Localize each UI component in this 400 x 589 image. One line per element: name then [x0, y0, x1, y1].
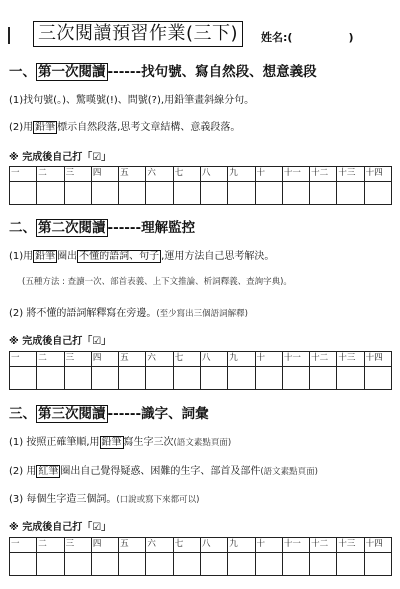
section2-step1-b: 圈出 [57, 251, 78, 262]
column-label: 一 [10, 352, 37, 367]
section3-step2-b: 圈出自己覺得疑惑、困難的生字、部首及部件 [60, 466, 261, 477]
column-label: 六 [146, 352, 173, 367]
column-label: 十一 [282, 167, 309, 182]
column-label: 三 [64, 352, 91, 367]
check-cell[interactable] [119, 553, 146, 576]
check-cell[interactable] [255, 182, 282, 205]
table-row [10, 538, 392, 553]
name-label: 姓名: [261, 31, 288, 44]
check-cell[interactable] [37, 182, 64, 205]
table-row [10, 352, 392, 367]
section2-rest: ------理解監控 [107, 220, 196, 236]
checklist-table-3 [9, 537, 392, 576]
column-label: 十三 [337, 352, 364, 367]
column-label: 十二 [310, 352, 337, 367]
section3-step2 [9, 462, 318, 477]
column-label: 八 [200, 167, 227, 182]
section3-step1-box: 鉛筆 [101, 437, 122, 448]
section2-step1-c: ,運用方法自己思考解決。 [161, 251, 275, 262]
check-cell[interactable] [64, 182, 91, 205]
column-label: 四 [91, 167, 118, 182]
column-label: 五 [119, 538, 146, 553]
column-label: 十 [255, 352, 282, 367]
column-label: 十 [255, 538, 282, 553]
section2-step2-note: (至少寫出三個語詞解釋) [156, 309, 248, 319]
check-cell[interactable] [337, 553, 364, 576]
check-cell[interactable] [173, 367, 200, 390]
check-cell[interactable] [364, 553, 391, 576]
section3-step1-b: 寫生字三次 [123, 437, 174, 448]
section2-heading [9, 216, 195, 236]
section3-step3-text: (3) 每個生字造三個詞。 [9, 494, 117, 505]
check-cell[interactable] [282, 553, 309, 576]
table-row [10, 182, 392, 205]
section1-step2 [9, 118, 240, 133]
check-cell[interactable] [200, 367, 227, 390]
check-label-1: ※ 完成後自己打「☑」 [9, 152, 112, 163]
check-cell[interactable] [91, 553, 118, 576]
check-cell[interactable] [146, 553, 173, 576]
column-label: 四 [91, 352, 118, 367]
checklist-table-2 [9, 351, 392, 390]
section3-step2-note: (語文素點頁面) [260, 467, 318, 477]
check-cell[interactable] [146, 367, 173, 390]
section2-methods: (五種方法 : 查讀一次、部首表義、上下文推論、析詞釋義、查詢字典)。 [22, 277, 292, 287]
column-label: 三 [64, 538, 91, 553]
column-label: 五 [119, 167, 146, 182]
column-label: 七 [173, 352, 200, 367]
column-label: 八 [200, 352, 227, 367]
column-label: 七 [173, 538, 200, 553]
section2-step1-box1: 鉛筆 [35, 251, 56, 262]
name-open-paren: ( [287, 31, 293, 44]
section2-step2 [9, 304, 248, 319]
check-cell[interactable] [91, 367, 118, 390]
check-cell[interactable] [64, 367, 91, 390]
section1-rest: ------找句號、寫自然段、想意義段 [107, 64, 317, 80]
column-label: 十二 [310, 167, 337, 182]
section1-step1: (1)找句號(。)、驚嘆號(!)、問號(?),用鉛筆畫斜線分句。 [9, 95, 255, 106]
section1-step2-b: 標示自然段落,思考文章結構、意義段落。 [57, 122, 241, 133]
section2-step1-box2: 不懂的語詞、句子 [79, 251, 160, 262]
check-cell[interactable] [10, 182, 37, 205]
check-cell[interactable] [282, 182, 309, 205]
check-cell[interactable] [146, 182, 173, 205]
column-label: 十一 [282, 352, 309, 367]
table-row [10, 367, 392, 390]
section1-heading [9, 60, 317, 80]
column-label: 九 [228, 352, 255, 367]
section3-rest: ------識字、詞彙 [107, 406, 209, 422]
section1-step2-a: (2)用 [9, 122, 34, 133]
table-row [10, 553, 392, 576]
check-label-3: ※ 完成後自己打「☑」 [9, 522, 112, 533]
section3-step1-note: (語文素點頁面) [173, 438, 232, 448]
check-cell[interactable] [337, 367, 364, 390]
check-cell[interactable] [200, 553, 227, 576]
check-cell[interactable] [337, 182, 364, 205]
check-label-2: ※ 完成後自己打「☑」 [9, 336, 112, 347]
section3-heading [9, 402, 209, 422]
column-label: 一 [10, 167, 37, 182]
column-label: 十 [255, 167, 282, 182]
column-label: 二 [37, 167, 64, 182]
section1-step2-box: 鉛筆 [35, 122, 56, 133]
check-cell[interactable] [228, 553, 255, 576]
check-cell[interactable] [10, 553, 37, 576]
check-cell[interactable] [364, 367, 391, 390]
check-cell[interactable] [228, 182, 255, 205]
section2-prefix: 二、 [9, 220, 36, 236]
check-cell[interactable] [119, 182, 146, 205]
check-cell[interactable] [10, 367, 37, 390]
text-cursor [8, 27, 10, 44]
check-cell[interactable] [37, 367, 64, 390]
column-label: 一 [10, 538, 37, 553]
column-label: 八 [200, 538, 227, 553]
document-title: 三次閱讀預習作業(三下) [33, 21, 243, 47]
check-cell[interactable] [91, 182, 118, 205]
check-cell[interactable] [119, 367, 146, 390]
check-cell[interactable] [173, 182, 200, 205]
column-label: 十四 [364, 352, 391, 367]
column-label: 九 [228, 167, 255, 182]
section3-step1 [9, 433, 231, 448]
section2-step1 [9, 247, 274, 262]
column-label: 十三 [337, 167, 364, 182]
column-label: 七 [173, 167, 200, 182]
check-cell[interactable] [255, 367, 282, 390]
section3-step2-box: 紅筆 [38, 466, 59, 477]
name-close-paren: ) [348, 31, 354, 44]
check-cell[interactable] [37, 553, 64, 576]
check-cell[interactable] [364, 182, 391, 205]
section3-step1-a: (1) 按照正確筆順,用 [9, 437, 100, 448]
table-row [10, 167, 392, 182]
column-label: 二 [37, 352, 64, 367]
column-label: 三 [64, 167, 91, 182]
check-cell[interactable] [64, 553, 91, 576]
section2-step2-text: (2) 將不懂的語詞解釋寫在旁邊。 [9, 308, 157, 319]
section3-step2-a: (2) 用 [9, 466, 37, 477]
column-label: 十四 [364, 538, 391, 553]
column-label: 六 [146, 538, 173, 553]
check-cell[interactable] [310, 367, 337, 390]
column-label: 十三 [337, 538, 364, 553]
section3-boxed-label: 第三次閱讀 [38, 406, 106, 422]
section1-prefix: 一、 [9, 64, 36, 80]
column-label: 十一 [282, 538, 309, 553]
check-cell[interactable] [200, 182, 227, 205]
check-cell[interactable] [255, 553, 282, 576]
column-label: 十四 [364, 167, 391, 182]
section3-step3-note: (口說或寫下來都可以) [116, 495, 200, 505]
section1-boxed-label: 第一次閱讀 [38, 64, 106, 80]
check-cell[interactable] [173, 553, 200, 576]
section2-step1-a: (1)用 [9, 251, 34, 262]
check-cell[interactable] [310, 182, 337, 205]
section3-prefix: 三、 [9, 406, 36, 422]
column-label: 九 [228, 538, 255, 553]
section3-step3 [9, 490, 199, 505]
name-field[interactable] [261, 29, 353, 45]
column-label: 二 [37, 538, 64, 553]
check-cell[interactable] [228, 367, 255, 390]
section2-boxed-label: 第二次閱讀 [38, 220, 106, 236]
check-cell[interactable] [310, 553, 337, 576]
column-label: 十二 [310, 538, 337, 553]
column-label: 四 [91, 538, 118, 553]
column-label: 六 [146, 167, 173, 182]
check-cell[interactable] [282, 367, 309, 390]
column-label: 五 [119, 352, 146, 367]
checklist-table-1 [9, 166, 392, 205]
